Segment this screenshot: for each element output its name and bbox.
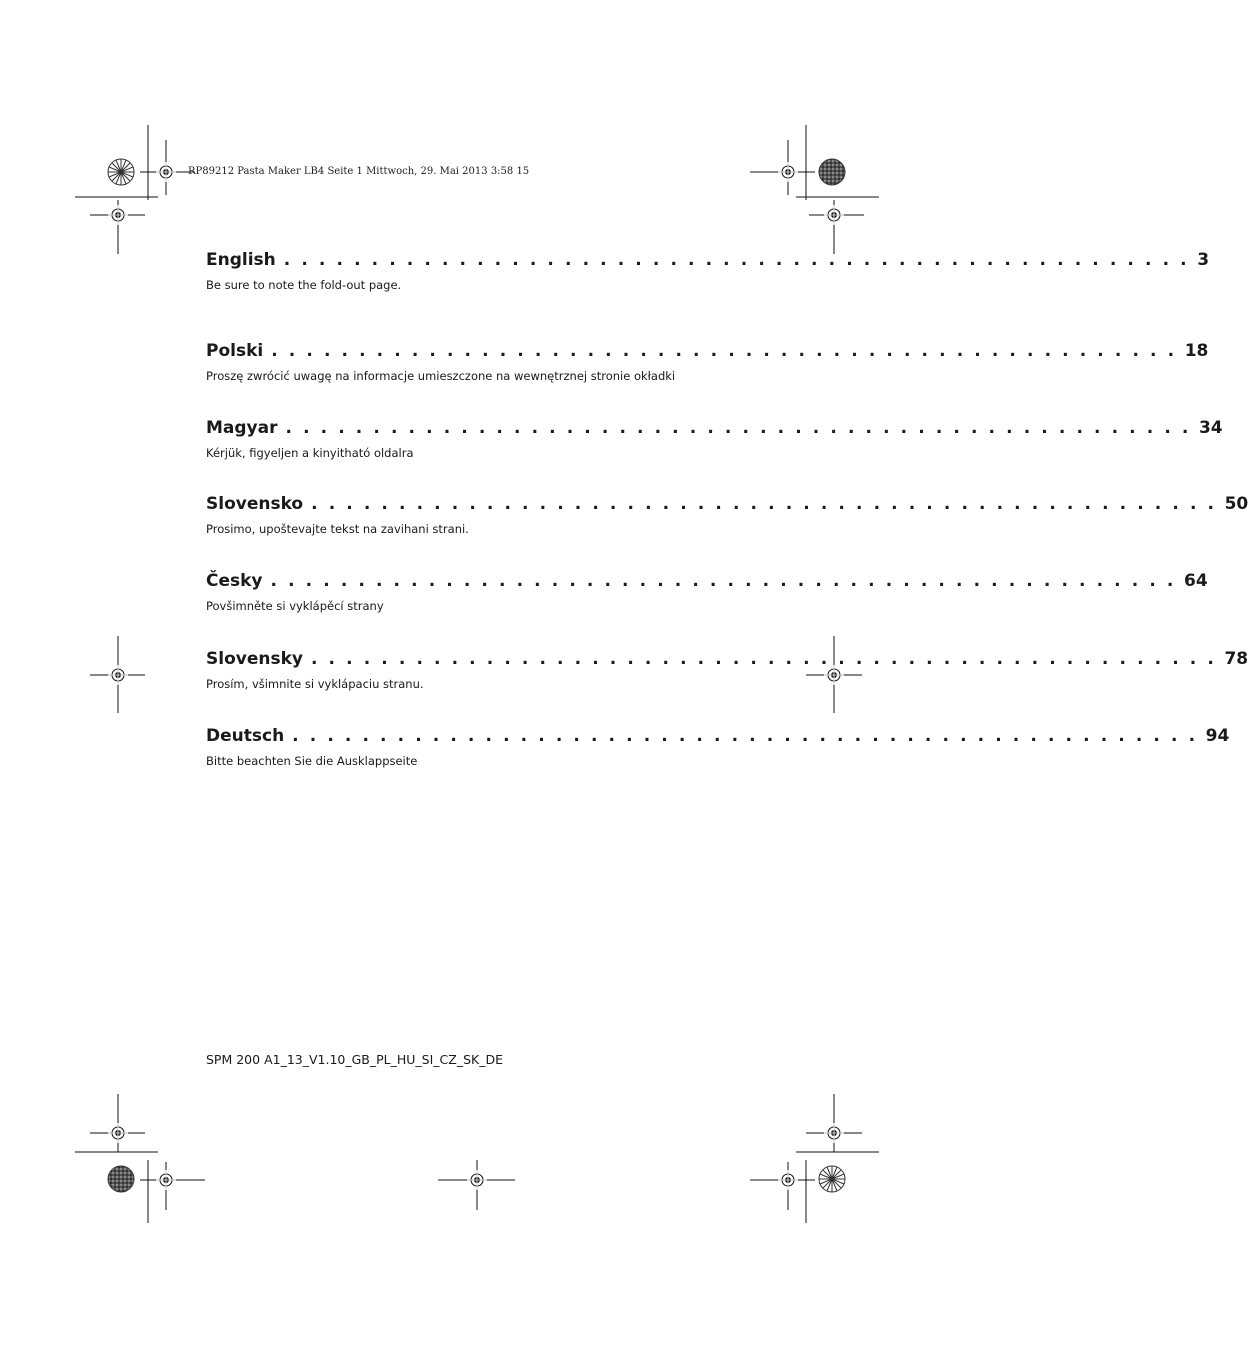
color-bar-icon	[108, 159, 134, 185]
toc-entry-deutsch[interactable]	[206, 726, 1230, 768]
toc-note: Proszę zwrócić uwagę na informacje umieszczone na wewnętrznej stronie okładki	[206, 369, 676, 383]
toc-entry-cesky[interactable]	[206, 571, 1208, 613]
toc-title: Polski	[206, 341, 264, 361]
toc-page-number: 64	[1183, 571, 1208, 591]
toc-title: Česky	[206, 571, 263, 591]
crop-mark-icon	[75, 125, 195, 254]
registration-target-icon	[778, 162, 798, 182]
toc-page-number: 50	[1224, 494, 1248, 514]
toc-title: Deutsch	[206, 726, 285, 746]
toc-title: English	[206, 250, 276, 270]
toc-note: Be sure to note the fold-out page.	[206, 278, 402, 292]
print-job-info: RP89212 Pasta Maker LB4 Seite 1 Mittwoch, 29. Mai 2013 3:58 15	[188, 166, 530, 177]
toc-entry-polski[interactable]	[206, 341, 1209, 383]
toc-dot-leader: . . . . . . . . . . . . . . . . . . . . . . . . . . . . . . . . . . . . . . . . . . . . . . . . . . . .	[271, 341, 1177, 361]
toc-dot-leader: . . . . . . . . . . . . . . . . . . . . . . . . . . . . . . . . . . . . . . . . . . . . . . . . . . . .	[283, 250, 1190, 270]
toc-note: Kérjük, figyeljen a kinyitható oldalra	[206, 446, 414, 460]
toc-entry-magyar[interactable]	[206, 418, 1223, 460]
toc-page-number: 94	[1205, 726, 1230, 746]
color-bar-icon	[108, 1166, 134, 1192]
toc-dot-leader: . . . . . . . . . . . . . . . . . . . . . . . . . . . . . . . . . . . . . . . . . . . . . . . . . . . .	[311, 494, 1217, 514]
toc-note: Prosimo, upoštevajte tekst na zavihani strani.	[206, 522, 469, 536]
toc-dot-leader: . . . . . . . . . . . . . . . . . . . . . . . . . . . . . . . . . . . . . . . . . . . . . . . . . . . .	[310, 649, 1217, 669]
toc-note: Prosím, všimnite si vyklápaciu stranu.	[206, 677, 424, 691]
document-version-code: SPM 200 A1_13_V1.10_GB_PL_HU_SI_CZ_SK_DE	[206, 1052, 503, 1067]
registration-target-icon	[156, 1170, 176, 1190]
color-bar-icon	[819, 1166, 845, 1192]
registration-target-icon	[108, 205, 128, 225]
toc-dot-leader: . . . . . . . . . . . . . . . . . . . . . . . . . . . . . . . . . . . . . . . . . . . . . . . . . . . .	[292, 726, 1198, 746]
toc-page-number: 18	[1184, 341, 1209, 361]
registration-target-icon	[156, 162, 176, 182]
toc-title: Slovensky	[206, 649, 303, 669]
registration-target-icon	[108, 1123, 128, 1143]
crop-mark-icon	[750, 1094, 879, 1223]
toc-entry-slovensky[interactable]	[206, 649, 1248, 691]
color-bar-icon	[819, 159, 845, 185]
toc-note: Bitte beachten Sie die Ausklappseite	[206, 754, 418, 768]
toc-entry-slovensko[interactable]	[206, 494, 1248, 536]
registration-target-icon	[824, 205, 844, 225]
crop-mark-icon	[75, 1094, 205, 1223]
registration-target-icon	[108, 665, 128, 685]
toc-page-number: 3	[1197, 250, 1210, 270]
toc-note: Povšimněte si vyklápěcí strany	[206, 599, 384, 613]
crop-mark-icon	[750, 125, 879, 254]
crop-mark-icon	[438, 1160, 515, 1210]
registration-target-icon	[778, 1170, 798, 1190]
toc-page-number: 34	[1198, 418, 1223, 438]
toc-entry-english[interactable]	[206, 250, 1210, 292]
toc-title: Slovensko	[206, 494, 304, 514]
toc-title: Magyar	[206, 418, 278, 438]
toc-page-number: 78	[1224, 649, 1248, 669]
toc-dot-leader: . . . . . . . . . . . . . . . . . . . . . . . . . . . . . . . . . . . . . . . . . . . . . . . . . . . .	[270, 571, 1176, 591]
registration-target-icon	[824, 1123, 844, 1143]
toc-dot-leader: . . . . . . . . . . . . . . . . . . . . . . . . . . . . . . . . . . . . . . . . . . . . . . . . . . . .	[285, 418, 1191, 438]
registration-target-icon	[467, 1170, 487, 1190]
